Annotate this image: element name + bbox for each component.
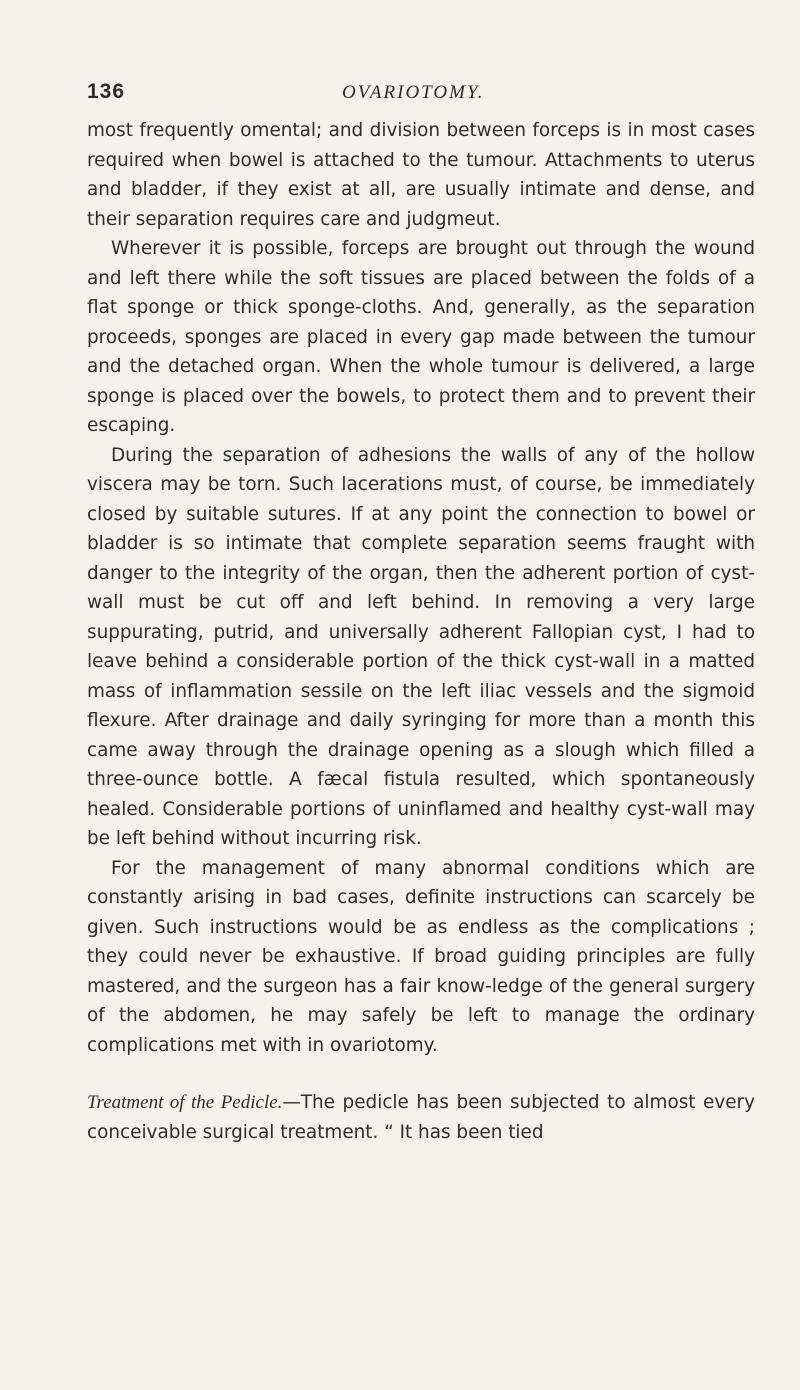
paragraph: During the separation of adhesions the walls of any of the hollow viscera may be torn. Such lacerations must, of course, be immediately closed by suitable sutures. If at any point the connection to bowel or bladder is so intimate that complete separation seems fraught with danger to the integrity of the organ, then the adherent portion of cyst-wall must be cut off and left behind. In removing a very large suppurating, putrid, and universally adherent Fallopian cyst, I had to leave behind a considerable portion of the thick cyst-wall in a matted mass of inflammation sessile on the left iliac vessels and the sigmoid flexure. After drainage and daily syringing for more than a month this came away through the drainage opening as a slough which filled a three-ounce bottle. A fæcal fistula resulted, which spontaneously healed. Considerable portions of uninflamed and healthy cyst-wall may be left behind without incurring risk. (87, 444, 755, 849)
section-title: Treatment of the Pedicle. (87, 1092, 283, 1113)
body-text (87, 116, 755, 1147)
paragraph: most frequently omental; and division between forceps is in most cases required when bowel is attached to the tumour. Attachments to uterus and bladder, if they exist at all, are usually intimate and dense, and their separation requires care and judgmeut. (87, 120, 755, 230)
running-head: OVARIOTOMY. (342, 82, 485, 103)
section-paragraph (87, 1088, 755, 1147)
paragraph: For the management of many abnormal conditions which are constantly arising in bad cases, definite instructions can scarcely be given. Such instructions would be as endless as the complications ; they could never be exhaustive. If broad guiding principles are fully mastered, and the surgeon has a fair know-ledge of the general surgery of the abdomen, he may safely be left to manage the ordinary complications met with in ovariotomy. (87, 857, 755, 1056)
page-header (87, 80, 747, 110)
paragraph: Wherever it is possible, forceps are brought out through the wound and left there while the soft tissues are placed between the folds of a flat sponge or thick sponge-cloths. And, generally, as the separation proceeds, sponges are placed in every gap made between the tumour and the detached organ. When the whole tumour is delivered, a large sponge is placed over the bowels, to protect them and to prevent their escaping. (87, 238, 755, 436)
page-number: 136 (87, 80, 126, 103)
section-text: —The pedicle has been subjected to almost every conceivable surgical treatment. “ It has been tied (87, 1092, 755, 1143)
